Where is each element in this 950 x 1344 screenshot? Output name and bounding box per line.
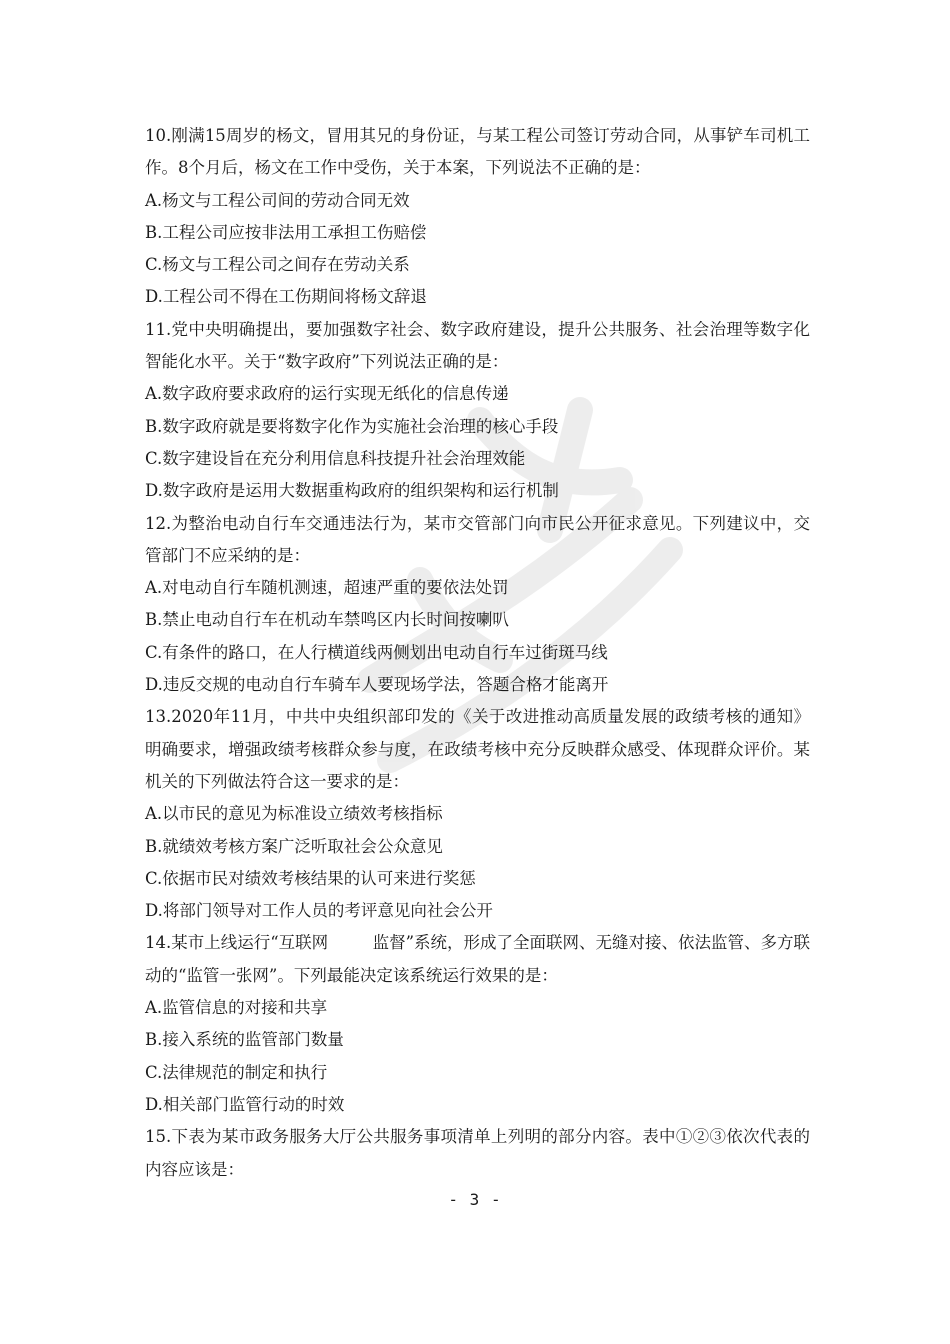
question-stem-line: 动的“监管一张网”。下列最能决定该系统运行效果的是： xyxy=(145,965,558,985)
page-number: - 3 - xyxy=(448,1190,502,1209)
option-c: C.有条件的路口，在人行横道线两侧划出电动自行车过街斑马线 xyxy=(145,642,608,662)
question-stem-line: 10.刚满15周岁的杨文，冒用其兄的身份证，与某工程公司签订劳动合同，从事铲车司机工 xyxy=(145,126,810,145)
option-a: A.对电动自行车随机测速，超速严重的要依法处罚 xyxy=(145,578,509,598)
option-d: D.数字政府是运用大数据重构政府的组织架构和运行机制 xyxy=(145,481,559,501)
option-b: B.就绩效考核方案广泛听取社会公众意见 xyxy=(145,836,443,856)
question-stem-line: 12.为整治电动自行车交通违法行为，某市交管部门向市民公开征求意见。下列建议中，交 xyxy=(145,513,810,533)
option-c: C.杨文与工程公司之间存在劳动关系 xyxy=(145,255,410,275)
option-a: A.以市民的意见为标准设立绩效考核指标 xyxy=(145,804,443,824)
option-c: C.法律规范的制定和执行 xyxy=(145,1062,328,1082)
option-b: B.接入系统的监管部门数量 xyxy=(145,1030,344,1050)
question-10 xyxy=(145,120,810,314)
question-stem-part: 监督”系统，形成了全面联网、无缝对接、依法监管、多方联 xyxy=(372,933,810,953)
question-stem-part: 14.某市上线运行“互联网 xyxy=(145,933,329,953)
question-15 xyxy=(145,1121,810,1186)
option-b: B.禁止电动自行车在机动车禁鸣区内长时间按喇叭 xyxy=(145,610,509,630)
question-13 xyxy=(145,701,810,927)
question-14 xyxy=(145,927,810,1121)
question-stem-line: 15.下表为某市政务服务大厅公共服务事项清单上列明的部分内容。表中①②③依次代表的 xyxy=(145,1127,810,1147)
option-b: B.数字政府就是要将数字化作为实施社会治理的核心手段 xyxy=(145,416,559,436)
question-12 xyxy=(145,508,810,702)
option-a: A.数字政府要求政府的运行实现无纸化的信息传递 xyxy=(145,384,509,404)
option-a: A.杨文与工程公司间的劳动合同无效 xyxy=(145,190,410,210)
question-stem-line: 13.2020年11月，中共中央组织部印发的《关于改进推动高质量发展的政绩考核的通知》 xyxy=(145,707,810,727)
question-stem-line: 内容应该是： xyxy=(145,1159,244,1179)
question-stem-line xyxy=(145,927,810,959)
option-d: D.违反交规的电动自行车骑车人要现场学法，答题合格才能离开 xyxy=(145,675,609,695)
option-d: D.相关部门监管行动的时效 xyxy=(145,1094,345,1114)
question-stem-line: 11.党中央明确提出，要加强数字社会、数字政府建设，提升公共服务、社会治理等数字化 xyxy=(145,319,810,339)
option-c: C.数字建设旨在充分利用信息科技提升社会治理效能 xyxy=(145,448,526,468)
question-stem-line: 作。8个月后，杨文在工作中受伤，关于本案，下列说法不正确的是： xyxy=(145,158,651,178)
option-d: D.工程公司不得在工伤期间将杨文辞退 xyxy=(145,287,427,307)
option-a: A.监管信息的对接和共享 xyxy=(145,998,328,1018)
question-stem-line: 智能化水平。关于“数字政府”下列说法正确的是： xyxy=(145,352,509,372)
question-list xyxy=(145,120,810,1186)
question-stem-line: 明确要求，增强政绩考核群众参与度，在政绩考核中充分反映群众感受、体现群众评价。某 xyxy=(145,739,810,759)
question-stem-line: 机关的下列做法符合这一要求的是： xyxy=(145,771,409,791)
option-b: B.工程公司应按非法用工承担工伤赔偿 xyxy=(145,222,427,242)
question-stem-line: 管部门不应采纳的是： xyxy=(145,545,310,565)
question-11 xyxy=(145,314,810,508)
option-c: C.依据市民对绩效考核结果的认可来进行奖惩 xyxy=(145,868,476,888)
option-d: D.将部门领导对工作人员的考评意见向社会公开 xyxy=(145,901,493,921)
